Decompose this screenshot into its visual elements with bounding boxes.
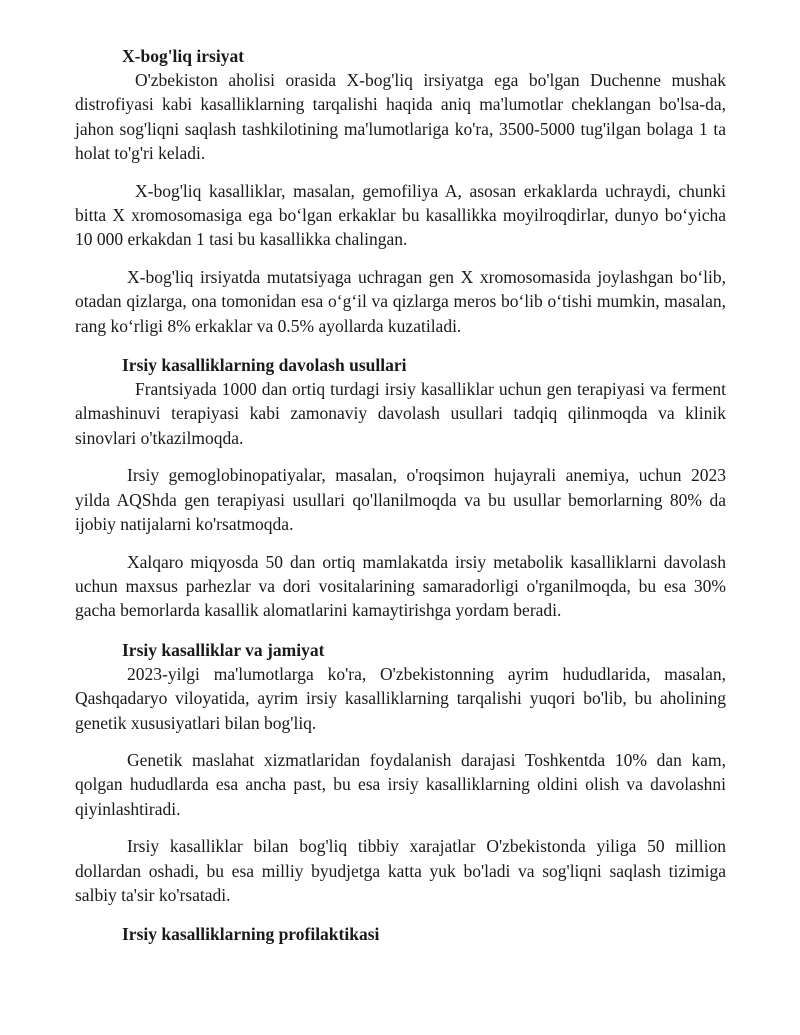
section-treatment-methods	[75, 353, 726, 623]
paragraph: 2023-yilgi ma'lumotlarga ko'ra, O'zbekistonning ayrim hududlarida, masalan, Qashqadaryo viloyatida, ayrim irsiy kasalliklarning tarqalishi yuqori bo'lib, bu aholining genetik xususiyatlari bilan bog'liq.	[75, 663, 726, 733]
paragraph: Genetik maslahat xizmatlaridan foydalanish darajasi Toshkentda 10% dan kam, qolgan hududlarda esa ancha past, bu esa irsiy kasalliklarning oldini olish va davolashni qiyinlashtiradi.	[75, 749, 726, 819]
section-heading: Irsiy kasalliklar va jamiyat	[122, 639, 325, 660]
paragraph: Frantsiyada 1000 dan ortiq turdagi irsiy kasalliklar uchun gen terapiyasi va ferment almashinuvi terapiyasi kabi zamonaviy davolash usullari tadqiq qilinmoqda va klinik sinovlari o'tkazilmoqda.	[75, 379, 726, 448]
paragraph: X-bog'liq kasalliklar, masalan, gemofiliya A, asosan erkaklarda uchraydi, chunki bitta X xromosomasiga ega boʻlgan erkaklar bu kasallikka moyilroqdirlar, dunyo boʻyicha 10 000 erkakdan 1 tasi bu kasallikka chalingan.	[75, 180, 726, 250]
section-x-linked-inheritance	[75, 44, 726, 338]
section-prevention	[75, 922, 726, 946]
paragraph: O'zbekiston aholisi orasida X-bog'liq irsiyatga ega bo'lgan Duchenne mushak distrofiyasi kabi kasalliklarning tarqalishi haqida aniq ma'lumotlar cheklangan bo'lsa-da, jahon sog'liqni saqlash tashkilotining ma'lumotlariga ko'ra, 3500-5000 tug'ilgan bolaga 1 ta holat to'g'ri keladi.	[75, 70, 726, 164]
paragraph: Irsiy gemoglobinopatiyalar, masalan, o'roqsimon hujayrali anemiya, uchun 2023 yilda AQShda gen terapiyasi usullari qo'llanilmoqda va bu usullar bemorlarning 80% da ijobiy natijalarni ko'rsatmoqda.	[75, 465, 726, 535]
paragraph: Xalqaro miqyosda 50 dan ortiq mamlakatda irsiy metabolik kasalliklarni davolash uchun maxsus parhezlar va dori vositalarining samaradorligi o'rganilmoqda, bu esa 30% gacha bemorlarda kasallik alomatlarini kamaytirishga yordam beradi.	[75, 551, 726, 621]
section-diseases-and-society	[75, 638, 726, 908]
paragraph: Irsiy kasalliklar bilan bog'liq tibbiy xarajatlar O'zbekistonda yiliga 50 million dollardan oshadi, bu esa milliy byudjetga katta yuk bo'ladi va sog'liqni saqlash tizimiga salbiy ta'sir ko'rsatadi.	[75, 836, 726, 905]
document-page	[75, 44, 726, 946]
section-heading: Irsiy kasalliklarning profilaktikasi	[122, 924, 380, 945]
section-heading: Irsiy kasalliklarning davolash usullari	[122, 355, 407, 376]
section-heading: X-bog'liq irsiyat	[122, 46, 245, 66]
paragraph: X-bog'liq irsiyatda mutatsiyaga uchragan gen X xromosomasida joylashgan boʻlib, otadan qizlarga, ona tomonidan esa oʻgʻil va qizlarga meros boʻlib oʻtishi mumkin, masalan, rang koʻrligi 8% erkaklar va 0.5% ayollarda kuzatiladi.	[75, 266, 726, 336]
